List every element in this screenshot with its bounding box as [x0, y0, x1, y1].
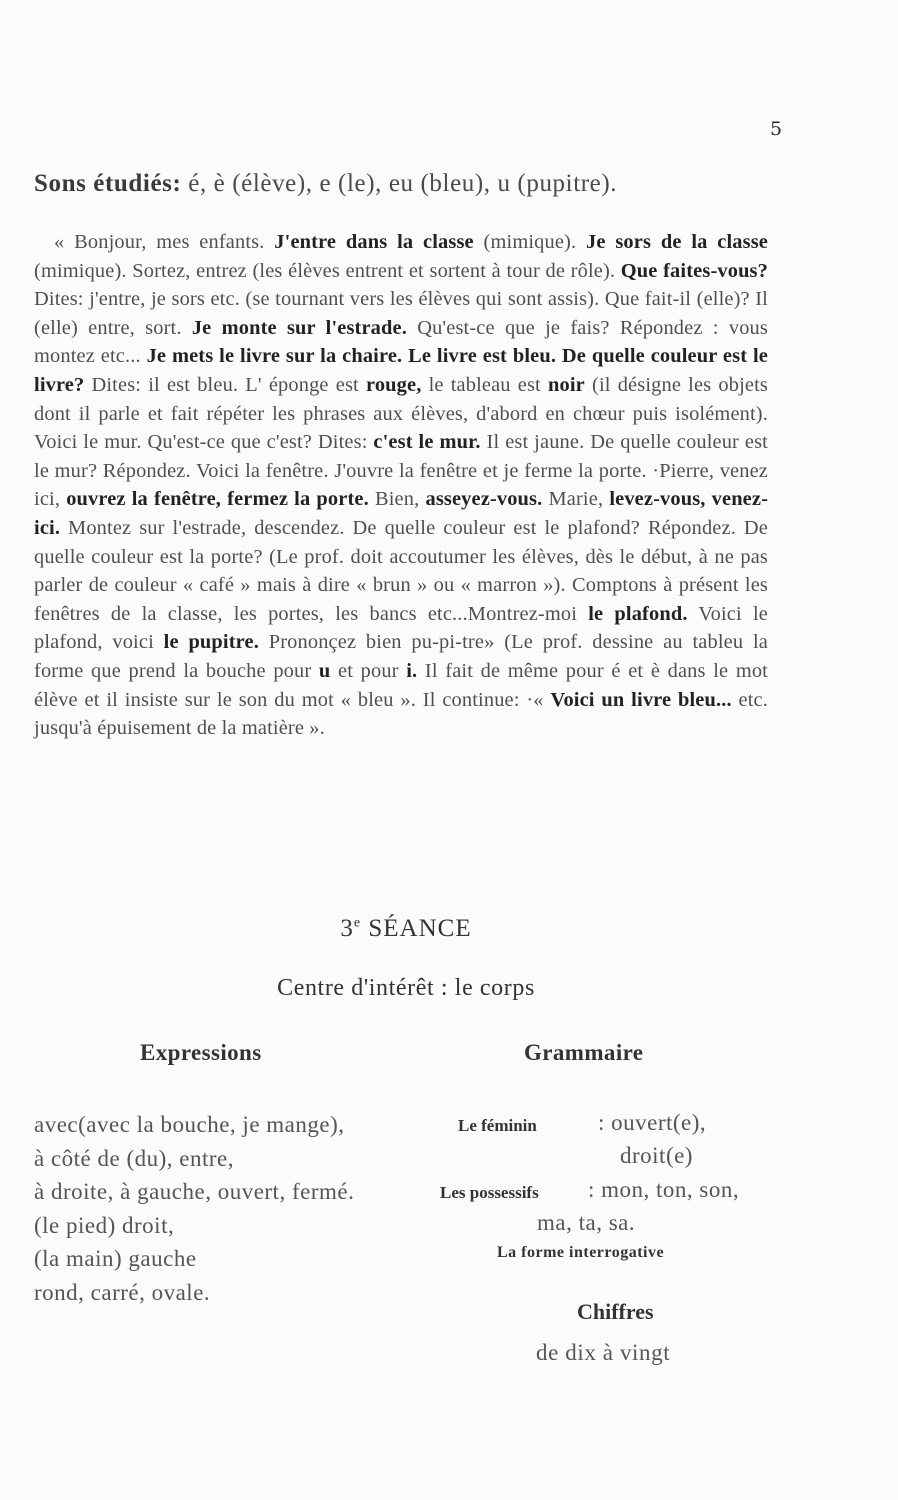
interest-topic: le corps	[454, 975, 535, 1001]
paragraph-text: etc. jusqu'à épuisement de la matière ».	[34, 688, 768, 740]
paragraph-text: Dites: il est bleu. L' éponge est	[84, 373, 366, 396]
lesson-paragraph	[34, 228, 768, 743]
paragraph-text: Voici le plafond, voici	[34, 602, 768, 654]
expression-item: à droite, à gauche, ouvert, fermé.	[34, 1179, 355, 1204]
possessifs-label: Les possessifs	[440, 1183, 539, 1202]
emphasized-phrase: noir	[548, 373, 585, 396]
paragraph-text: Marie,	[542, 488, 610, 511]
emphasized-phrase: Que faites-vous?	[620, 259, 768, 282]
paragraph-text: Il est jaune. De quelle couleur est le mur? Répondez. Voici la fenêtre. J'ouvre la fenêtre et je ferme la porte. ·Pierre, venez ici,	[34, 431, 768, 511]
interest-label: Centre d'intérêt	[277, 975, 435, 1001]
paragraph-text: (il désigne les objets dont il parle et fait répéter les phrases aux élèves, d'abord en chœur puis isolément). Voici le mur. Qu'est-ce que c'est? Dites:	[34, 373, 768, 454]
possessifs-value-1: : mon, ton, son,	[588, 1177, 740, 1202]
sounds-heading-list: é, è (élève), e (le), eu (bleu), u (pupitre).	[188, 170, 618, 197]
chiffres-range: de dix à vingt	[536, 1340, 671, 1365]
interest-center	[0, 975, 812, 1002]
emphasized-phrase: Je monte sur l'estrade.	[191, 316, 407, 339]
emphasized-phrase: le pupitre.	[163, 631, 259, 654]
interrogative-form: La forme interrogative	[497, 1244, 665, 1261]
possessifs-value-2: ma, ta, sa.	[537, 1210, 636, 1235]
expression-item: à côté de (du), entre,	[34, 1145, 235, 1171]
paragraph-text: le tableau est	[421, 373, 549, 396]
expressions-list	[34, 1108, 474, 1309]
paragraph-text: (mimique).	[473, 231, 587, 253]
sounds-heading-label: Sons étudiés:	[34, 170, 182, 197]
expression-item: (la main) gauche	[34, 1246, 197, 1271]
seance-label: SÉANCE	[368, 915, 472, 942]
emphasized-phrase: u	[318, 659, 331, 682]
paragraph-text: et pour	[330, 659, 407, 682]
grammar-heading: Grammaire	[524, 1040, 644, 1065]
sounds-heading	[34, 170, 804, 198]
paragraph-text: Il fait de même pour é et è dans le mot élève et il insiste sur le son du mot « bleu ». Il continue: ·«	[34, 659, 768, 711]
seance-suffix: e	[353, 915, 362, 931]
emphasized-phrase: le plafond.	[588, 602, 688, 625]
expression-item: (le pied) droit,	[34, 1212, 175, 1238]
emphasized-phrase: Je mets le livre sur la chaire. Le livre est bleu. De quelle couleur est le livre?	[34, 345, 768, 396]
feminin-label: Le féminin	[458, 1116, 537, 1135]
emphasized-phrase: levez-vous, venez-ici.	[34, 488, 769, 539]
emphasized-phrase: rouge,	[365, 373, 422, 396]
interest-separator: :	[440, 975, 449, 1001]
paragraph-text: Dites: j'entre, je sors etc. (se tournant vers les élèves qui sont assis). Que fait-il (elle)? Il (elle) entre, sort.	[34, 288, 768, 339]
expression-item: rond, carré, ovale.	[34, 1279, 211, 1305]
paragraph-text: Montez sur l'estrade, descendez. De quelle couleur est le plafond? Répondez. De quelle couleur est la porte? (Le prof. doit accoutumer les élèves, dès le début, à ne pas parler de couleur « café » mais à dire « brun » ou « marron »). Comptons à présent les fenêtres de la classe, les portes, les bancs etc...Montrez-moi	[34, 516, 768, 625]
seance-number: 3	[340, 915, 354, 942]
expressions-heading: Expressions	[140, 1040, 262, 1065]
emphasized-phrase: i.	[406, 659, 418, 682]
emphasized-phrase: c'est le mur.	[373, 431, 481, 454]
feminin-value-1: : ouvert(e),	[598, 1110, 707, 1135]
paragraph-text: Prononçez bien pu-pi-tre» (Le prof. dessine au tableu la forme que prend la bouche pour	[34, 631, 768, 682]
paragraph-text: « Bonjour, mes enfants.	[54, 231, 275, 253]
seance-title	[0, 915, 812, 943]
feminin-value-2: droit(e)	[620, 1143, 693, 1168]
page-number: 5	[770, 118, 783, 140]
emphasized-phrase: asseyez-vous.	[425, 488, 543, 511]
expression-item: avec(avec la bouche, je mange),	[34, 1112, 345, 1137]
paragraph-text: (mimique). Sortez, entrez (les élèves entrent et sortent à tour de rôle).	[34, 259, 621, 282]
emphasized-phrase: ouvrez la fenêtre, fermez la porte.	[66, 488, 369, 511]
emphasized-phrase: Je sors de la classe	[586, 231, 768, 253]
emphasized-phrase: Voici un livre bleu...	[550, 688, 732, 711]
paragraph-text: Bien,	[368, 488, 426, 511]
emphasized-phrase: J'entre dans la classe	[274, 231, 474, 253]
chiffres-heading: Chiffres	[577, 1299, 654, 1324]
paragraph-text: Qu'est-ce que je fais? Répondez : vous montez etc...	[34, 316, 768, 368]
